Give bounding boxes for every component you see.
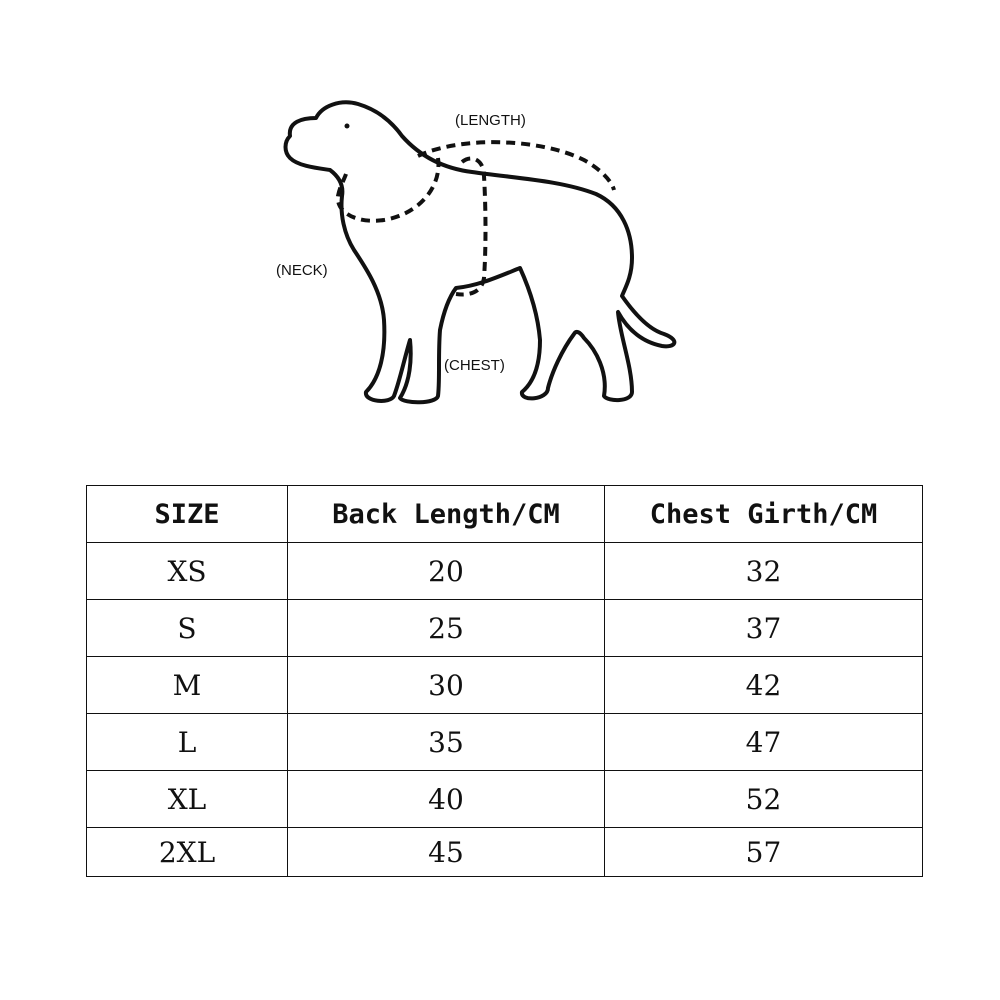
cell-back-length: 35	[288, 714, 605, 771]
cell-size: XS	[87, 543, 288, 600]
cell-size: 2XL	[87, 828, 288, 877]
cell-chest-girth: 52	[605, 771, 923, 828]
table-row	[87, 714, 923, 771]
chest-label: (CHEST)	[444, 357, 505, 374]
header-back-length: Back Length/CM	[288, 486, 605, 543]
cell-chest-girth: 47	[605, 714, 923, 771]
neck-label: (NECK)	[276, 262, 328, 279]
cell-size: L	[87, 714, 288, 771]
table-row	[87, 771, 923, 828]
size-chart-table	[86, 485, 923, 877]
cell-back-length: 40	[288, 771, 605, 828]
neck-measure-line	[338, 158, 439, 221]
cell-chest-girth: 37	[605, 600, 923, 657]
cell-back-length: 45	[288, 828, 605, 877]
cell-size: M	[87, 657, 288, 714]
table-row	[87, 543, 923, 600]
cell-size: S	[87, 600, 288, 657]
table-row	[87, 828, 923, 877]
cell-back-length: 25	[288, 600, 605, 657]
dog-measurement-diagram	[0, 0, 1000, 420]
dog-eye	[345, 124, 350, 129]
cell-chest-girth: 32	[605, 543, 923, 600]
length-label: (LENGTH)	[455, 112, 526, 129]
cell-back-length: 30	[288, 657, 605, 714]
cell-size: XL	[87, 771, 288, 828]
table-row	[87, 600, 923, 657]
header-chest-girth: Chest Girth/CM	[605, 486, 923, 543]
chest-measure-line	[456, 158, 486, 294]
header-size: SIZE	[87, 486, 288, 543]
cell-chest-girth: 57	[605, 828, 923, 877]
cell-chest-girth: 42	[605, 657, 923, 714]
table-row	[87, 657, 923, 714]
cell-back-length: 20	[288, 543, 605, 600]
dog-outline-illustration	[0, 0, 1000, 420]
table-header-row	[87, 486, 923, 543]
